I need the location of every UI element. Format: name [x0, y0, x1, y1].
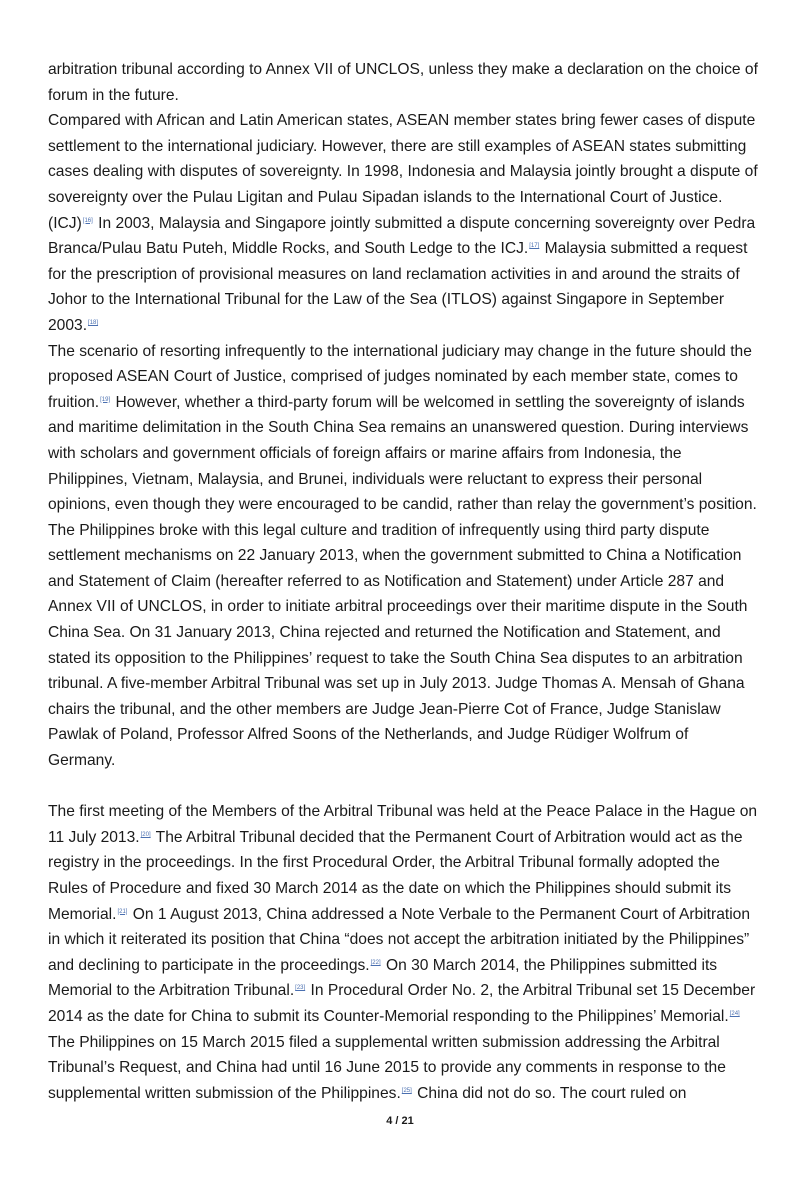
paragraph	[48, 108, 758, 338]
paragraph-text: The Philippines broke with this legal culture and tradition of infrequently using third party dispute settlement mechanisms on 22 January 2013, when the government submitted to China a Notification and Statement of Claim (hereafter referred to as Notification and Statement) under Article 287 and Annex VII of UNCLOS, in order to initiate arbitral proceedings over their maritime dispute in the South China Sea. On 31 January 2013, China rejected and returned the Notification and Statement, and stated its opposition to the Philippines’ request to take the South China Sea disputes to an arbitration tribunal. A five-member Arbitral Tribunal was set up in July 2013. Judge Thomas A. Mensah of Ghana chairs the tribunal, and the other members are Judge Jean-Pierre Cot of France, Judge Stanislaw Pawlak of Poland, Professor Alfred Soons of the Netherlands, and Judge Rüdiger Wolfrum of Germany.	[48, 521, 748, 770]
page-number: 4 / 21	[386, 1115, 414, 1127]
paragraph	[48, 799, 758, 1106]
footnote-reference-link[interactable]: [19]	[100, 396, 111, 403]
paragraph-text: The Philippines on 15 March 2015 filed a supplemental written submission addressing the Arbitral Tribunal’s Request, and China had until 16 June 2015 to provide any comments in response to the supplemental written submission of the Philippines.	[48, 1033, 726, 1102]
paragraph-text: The first meeting of the Members of the Arbitral Tribunal was held at the Peace Palace in the Hague on 11 July 2013.	[48, 803, 758, 846]
paragraph-text: The Arbitral Tribunal decided that the Permanent Court of Arbitration would act as the registry in the proceedings. In the first Procedural Order, the Arbitral Tribunal formally adopted the Rules of Procedure and fixed 30 March 2014 as the date on which the Philippines should submit its Memorial.	[48, 828, 743, 923]
paragraph	[48, 339, 758, 518]
document-body	[48, 57, 758, 1106]
footnote-reference-link[interactable]: [16]	[82, 217, 93, 224]
paragraph-text: Malaysia submitted a request for the prescription of provisional measures on land reclamation activities in and around the straits of Johor to the International Tribunal for the Law of the Sea (ITLOS) against Singapore in September 2003.	[48, 240, 748, 334]
footnote-reference-link[interactable]: [25]	[401, 1087, 412, 1094]
paragraph-text: On 30 March 2014, the Philippines submitted its Memorial to the Arbitration Tribunal.	[48, 956, 718, 1000]
paragraph	[48, 57, 758, 108]
paragraph-text: The scenario of resorting infrequently to the international judiciary may change in the future should the proposed ASEAN Court of Justice, comprised of judges nominated by each member state, comes to fruition.	[48, 342, 752, 411]
paragraph-text: On 1 August 2013, China addressed a Note Verbale to the Permanent Court of Arbitration in which it reiterated its position that China “does not accept the arbitration initiated by the Philippines” and declining to participate in the proceedings.	[48, 905, 751, 974]
footnote-reference-link[interactable]: [23]	[295, 985, 306, 992]
footnote-reference-link[interactable]: [24]	[729, 1010, 740, 1017]
paragraph-text: In 2003, Malaysia and Singapore jointly submitted a dispute concerning sovereignty over Pedra Branca/Pulau Batu Puteh, Middle Rocks, and South Ledge to the ICJ.	[48, 214, 756, 258]
footnote-reference-link[interactable]: [18]	[88, 319, 99, 326]
footnote-reference-link[interactable]: [22]	[370, 959, 381, 966]
paragraph-text: Compared with African and Latin American states, ASEAN member states bring fewer cases of dispute settlement to the international judiciary. However, there are still examples of ASEAN states submitting cases dealing with disputes of sovereignty. In 1998, Indonesia and Malaysia jointly brought a dispute of sovereignty over the Pulau Ligitan and Pulau Sipadan islands to the International Court of Justice. (ICJ)	[48, 112, 758, 232]
paragraph	[48, 518, 758, 774]
paragraph-gap	[48, 774, 758, 800]
footnote-reference-link[interactable]: [21]	[117, 908, 128, 915]
footnote-reference-link[interactable]: [20]	[140, 831, 151, 838]
paragraph-text: In Procedural Order No. 2, the Arbitral Tribunal set 15 December 2014 as the date for China to submit its Counter-Memorial responding to the Philippines’ Memorial.	[48, 982, 756, 1025]
paragraph-text: arbitration tribunal according to Annex VII of UNCLOS, unless they make a declaration on the choice of forum in the future.	[48, 61, 758, 104]
paragraph-text: However, whether a third-party forum will be welcomed in settling the sovereignty of islands and maritime delimitation in the South China Sea remains an unanswered question. During interviews with scholars and government officials of foreign affairs or marine affairs from Indonesia, the Philippines, Vietnam, Malaysia, and Brunei, individuals were reluctant to express their personal opinions, even though they were encouraged to be candid, rather than relay the government’s position.	[48, 393, 757, 514]
footnote-reference-link[interactable]: [17]	[529, 243, 540, 250]
paragraph-text: China did not do so. The court ruled on	[412, 1084, 687, 1102]
